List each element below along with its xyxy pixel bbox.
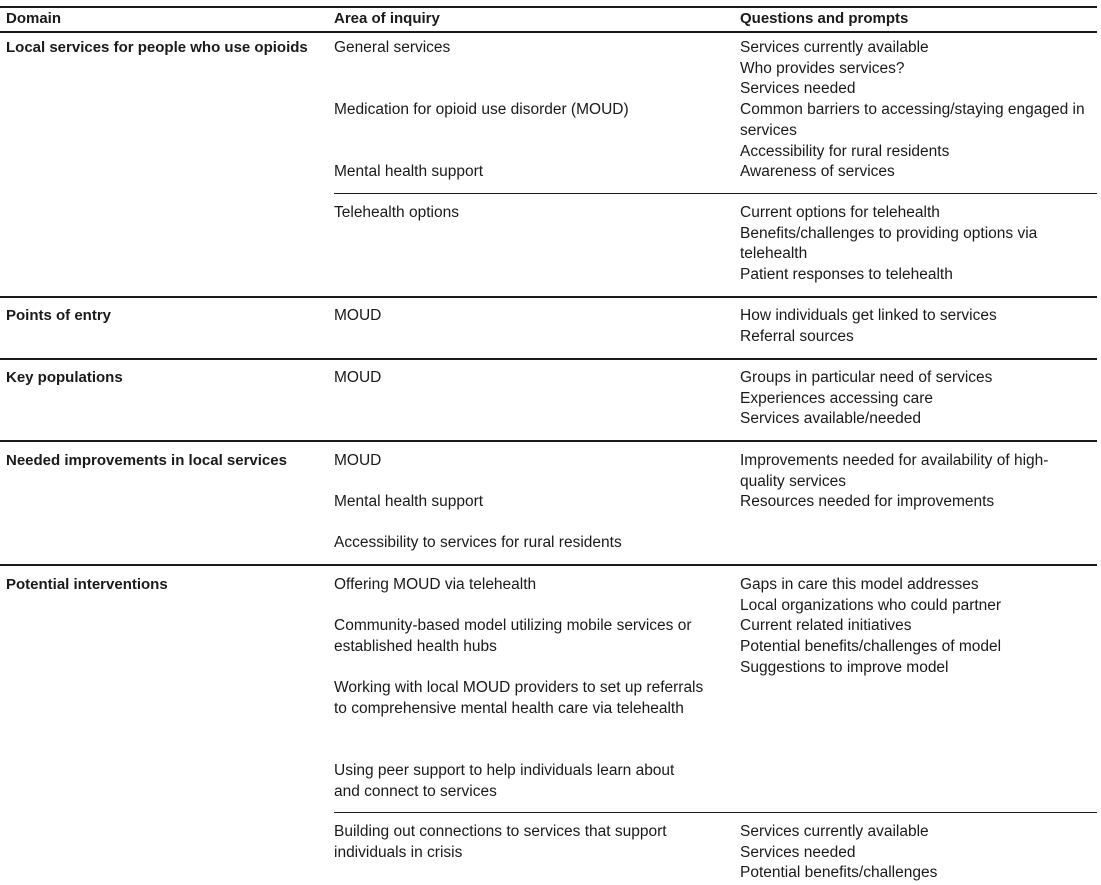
prompts-potential-interventions bbox=[740, 575, 1092, 679]
row-rule-populations bbox=[0, 358, 1097, 360]
prompt-item: Services currently available bbox=[740, 39, 929, 56]
area-moud-referrals: Working with local MOUD providers to set up referrals to comprehensive mental health care via telehealth bbox=[334, 679, 704, 717]
area-moud: MOUD bbox=[334, 307, 382, 324]
prompt-item: Gaps in care this model addresses bbox=[740, 576, 979, 593]
prompt-item: Services needed bbox=[740, 843, 856, 861]
prompt-item: Benefits/challenges to providing options via telehealth bbox=[740, 224, 1038, 263]
header-area: Area of inquiry bbox=[334, 10, 440, 27]
prompt-item: Services needed bbox=[740, 80, 856, 98]
prompt-item: Patient responses to telehealth bbox=[740, 266, 953, 284]
area-general-services: General services bbox=[334, 39, 451, 56]
header-domain: Domain bbox=[6, 10, 62, 27]
area-peer-support: Using peer support to help individuals learn about and connect to services bbox=[334, 762, 675, 800]
header-prompts: Questions and prompts bbox=[740, 10, 909, 27]
area-rural-accessibility: Accessibility to services for rural residents bbox=[334, 534, 622, 551]
prompt-item: Awareness of services bbox=[740, 163, 895, 181]
prompt-item: Groups in particular need of services bbox=[740, 369, 993, 386]
prompts-key-populations bbox=[740, 368, 1092, 430]
area-telehealth: Telehealth options bbox=[334, 204, 459, 221]
area-crisis-connections: Building out connections to services that support individuals in crisis bbox=[334, 823, 667, 861]
prompt-item: Services currently available bbox=[740, 823, 929, 840]
telehealth-subrule bbox=[334, 193, 1097, 194]
domain-potential-interventions: Potential interventions bbox=[6, 576, 168, 593]
prompt-item: Services available/needed bbox=[740, 410, 921, 428]
prompts-points-of-entry bbox=[740, 306, 1092, 347]
prompt-item: Current related initiatives bbox=[740, 617, 912, 635]
area-moud: MOUD bbox=[334, 452, 382, 469]
area-community-model: Community-based model utilizing mobile services or established health hubs bbox=[334, 617, 692, 655]
domain-local-services: Local services for people who use opioids bbox=[6, 39, 308, 56]
prompts-needed-improvements bbox=[740, 451, 1092, 513]
area-moud-telehealth: Offering MOUD via telehealth bbox=[334, 576, 537, 593]
prompt-item: Improvements needed for availability of high-quality services bbox=[740, 452, 1049, 490]
prompt-item: Suggestions to improve model bbox=[740, 658, 949, 676]
prompt-item: Potential benefits/challenges of model bbox=[740, 638, 1002, 656]
prompt-item: Common barriers to accessing/staying engaged in services bbox=[740, 101, 1085, 139]
prompt-item: Who provides services? bbox=[740, 59, 905, 77]
table-top-rule bbox=[0, 6, 1097, 8]
prompts-telehealth bbox=[740, 203, 1092, 286]
prompt-item: Experiences accessing care bbox=[740, 389, 933, 407]
prompt-item: Referral sources bbox=[740, 327, 854, 345]
domain-key-populations: Key populations bbox=[6, 369, 123, 386]
prompt-item: Accessibility for rural residents bbox=[740, 142, 950, 160]
prompts-crisis bbox=[740, 822, 1092, 884]
area-mental-health: Mental health support bbox=[334, 493, 484, 510]
row-rule-improvements bbox=[0, 440, 1097, 442]
prompt-item: Potential benefits/challenges bbox=[740, 864, 938, 882]
prompt-item: Resources needed for improvements bbox=[740, 493, 995, 511]
prompts-local-services bbox=[740, 38, 1092, 183]
row-rule-interventions bbox=[0, 564, 1097, 566]
row-rule-entry bbox=[0, 296, 1097, 298]
prompt-item: Current options for telehealth bbox=[740, 204, 940, 221]
domain-points-of-entry: Points of entry bbox=[6, 307, 112, 324]
prompt-item: How individuals get linked to services bbox=[740, 307, 997, 324]
prompt-item: Local organizations who could partner bbox=[740, 596, 1002, 614]
crisis-subrule bbox=[334, 812, 1097, 813]
area-mental-health: Mental health support bbox=[334, 163, 484, 180]
header-rule bbox=[0, 31, 1097, 33]
domain-needed-improvements: Needed improvements in local services bbox=[6, 452, 287, 469]
area-moud: MOUD bbox=[334, 369, 382, 386]
area-moud: Medication for opioid use disorder (MOUD) bbox=[334, 101, 629, 118]
